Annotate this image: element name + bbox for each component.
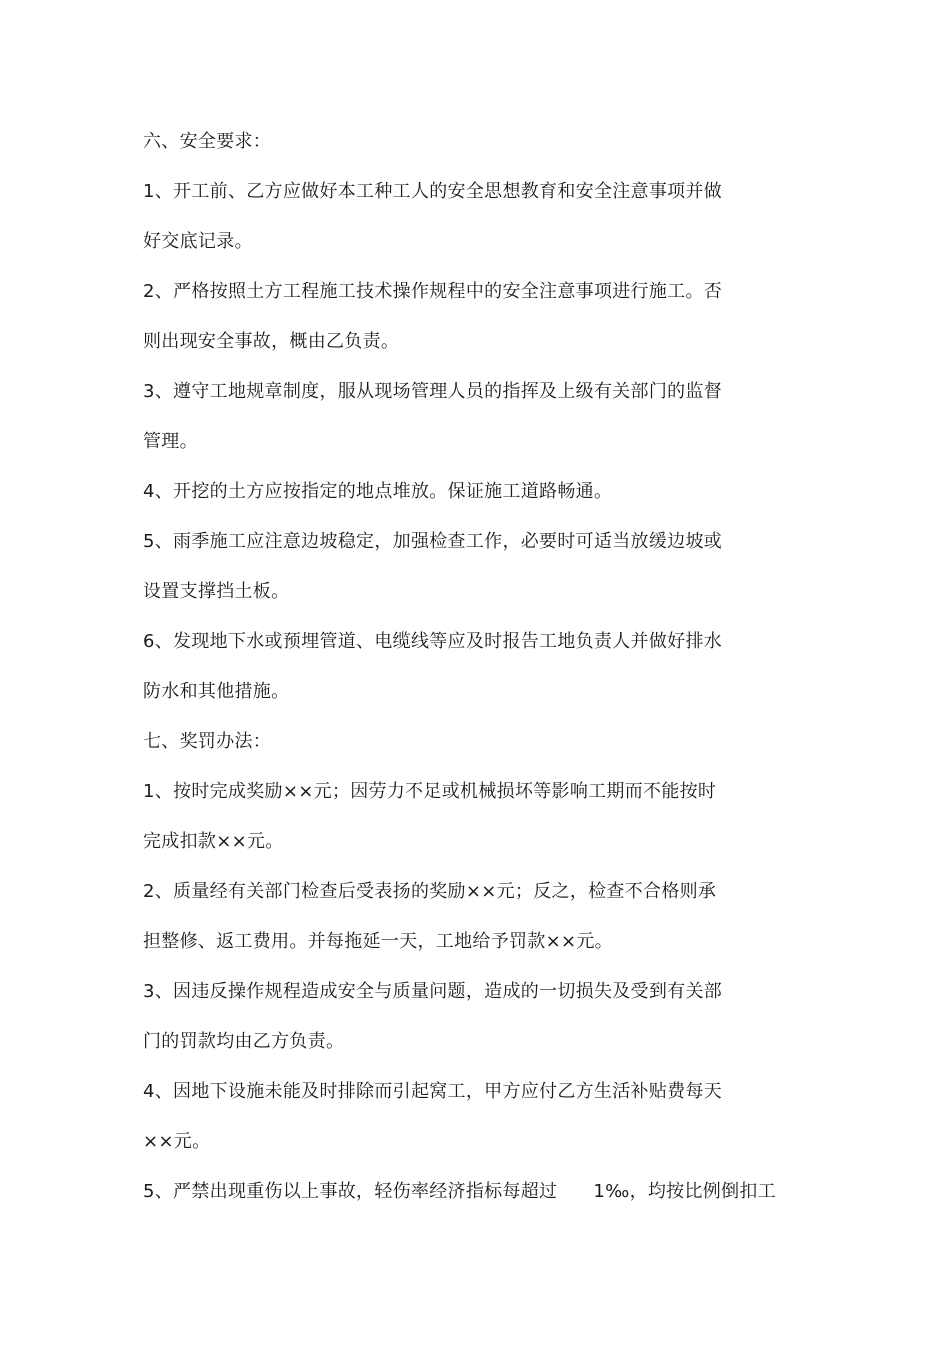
section-heading-rewards: 七、奖罚办法：	[143, 731, 272, 752]
paragraph-line: 管理。	[143, 431, 198, 452]
paragraph-line: 4、开挖的土方应按指定的地点堆放。保证施工道路畅通。	[143, 481, 613, 502]
paragraph-line: 1、开工前、乙方应做好本工种工人的安全思想教育和安全注意事项并做	[143, 181, 723, 202]
paragraph-line: ××元。	[143, 1131, 211, 1152]
paragraph-line: 5、雨季施工应注意边坡稳定，加强检查工作，必要时可适当放缓边坡或	[143, 531, 723, 552]
paragraph-line: 4、因地下设施未能及时排除而引起窝工，甲方应付乙方生活补贴费每天	[143, 1081, 723, 1102]
paragraph-line: 则出现安全事故，概由乙负责。	[143, 331, 400, 352]
paragraph-line: 6、发现地下水或预埋管道、电缆线等应及时报告工地负责人并做好排水	[143, 631, 723, 652]
paragraph-line: 好交底记录。	[143, 231, 253, 252]
last-line-part1: 5、严禁出现重伤以上事故，轻伤率经济指标每超过	[143, 1181, 558, 1202]
paragraph-line: 防水和其他措施。	[143, 681, 290, 702]
last-line-part2: 1‰，均按比例倒扣工	[593, 1181, 776, 1202]
section-heading-safety: 六、安全要求：	[143, 131, 272, 152]
paragraph-line: 1、按时完成奖励××元；因劳力不足或机械损坏等影响工期而不能按时	[143, 781, 717, 802]
paragraph-line-last	[143, 1180, 776, 1204]
paragraph-line: 担整修、返工费用。并每拖延一天，工地给予罚款××元。	[143, 931, 613, 952]
paragraph-line: 设置支撑挡土板。	[143, 581, 290, 602]
paragraph-line: 3、遵守工地规章制度，服从现场管理人员的指挥及上级有关部门的监督	[143, 381, 723, 402]
paragraph-line: 2、质量经有关部门检查后受表扬的奖励××元；反之，检查不合格则承	[143, 881, 717, 902]
paragraph-line: 完成扣款××元。	[143, 831, 284, 852]
paragraph-line: 门的罚款均由乙方负责。	[143, 1031, 345, 1052]
paragraph-line: 2、严格按照土方工程施工技术操作规程中的安全注意事项进行施工。否	[143, 281, 723, 302]
paragraph-line: 3、因违反操作规程造成安全与质量问题，造成的一切损失及受到有关部	[143, 981, 723, 1002]
